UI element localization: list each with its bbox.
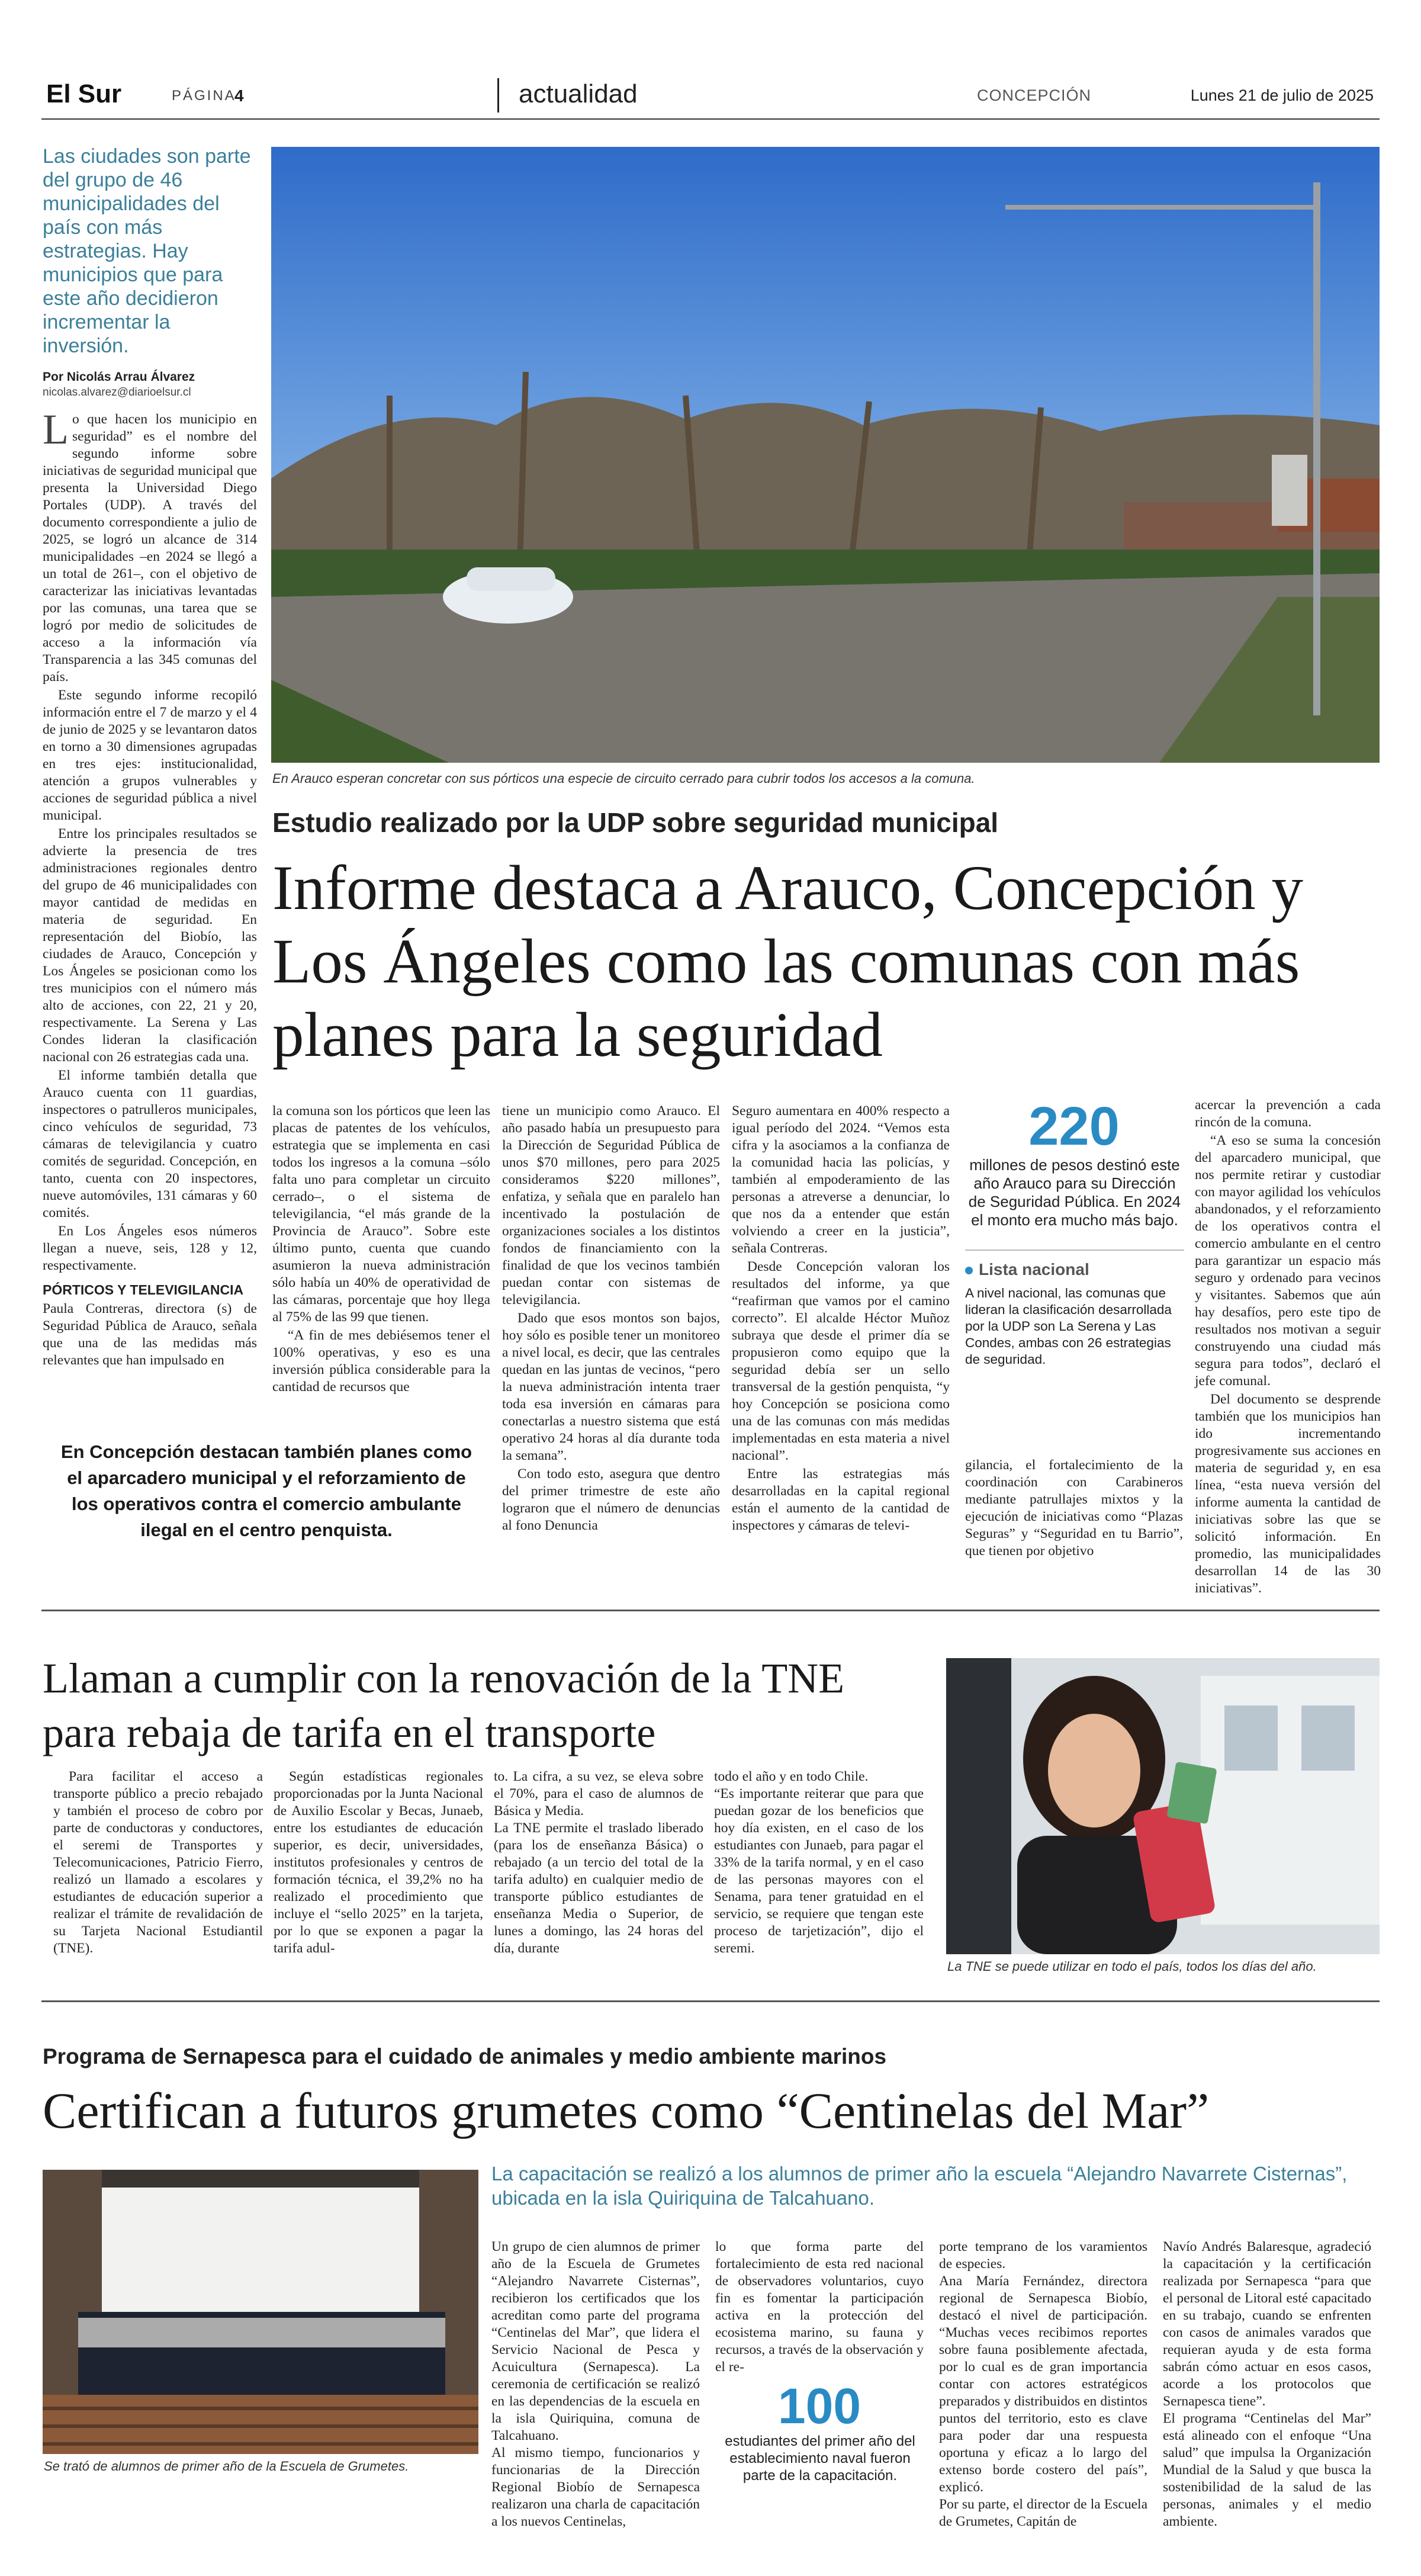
lista-nacional-title: Lista nacional <box>979 1260 1089 1279</box>
grumetes-column-3: porte temprano de los varamientos de especies. Ana María Fernández, directora regional de Sernapesca Biobío, destacó el nivel de participación. “Muchas veces recibimos reportes sobre fauna posiblemente afectada, por lo cual es de gran importancia contar con actores estratégicos preparados y distribuidos en distintos puntos del territorio, esto es clave para poder dar una respuesta oportuna y eficaz a lo largo del extenso borde costero del país”, explicó. Por su parte, el director de la Escuela de Grumetes, Capitán de <box>939 2239 1147 2529</box>
lead-column-2 <box>272 1103 490 1405</box>
page-label: PÁGINA <box>172 88 236 104</box>
grumetes-photo <box>43 2170 478 2454</box>
byline: Por Nicolás Arrau Álvarez <box>43 370 195 384</box>
lead-kicker: Estudio realizado por la UDP sobre seguridad municipal <box>272 807 999 838</box>
tne-photo <box>946 1658 1380 1954</box>
masthead-rule <box>41 118 1380 120</box>
section-divider-1 <box>41 1610 1380 1611</box>
lista-nacional-text: A nivel nacional, las comunas que lideran la clasificación desarrollada por la UDP son La Serena y Las Condes, ambas con 26 estrategias de seguridad. <box>965 1286 1172 1367</box>
section-title: actualidad <box>519 79 638 108</box>
lead-col6-paragraph: acercar la prevención a cada rincón de la comuna. <box>1195 1097 1381 1130</box>
stat-text-220: millones de pesos destinó este año Arauco para su Dirección de Seguridad Pública. En 2024 el monto era mucho más bajo. <box>968 1156 1181 1229</box>
grumetes-photo-caption: Se trató de alumnos de primer año de la Escuela de Grumetes. <box>44 2459 409 2474</box>
lista-nacional-box <box>965 1260 1184 1368</box>
grumetes-kicker: Programa de Sernapesca para el cuidado de animales y medio ambiente marinos <box>43 2044 887 2068</box>
lead-col3-paragraph: Con todo esto, asegura que dentro del primer trimestre de este año lograron que el número de denuncias al fono Denuncia <box>502 1466 720 1533</box>
tne-photo-caption: La TNE se puede utilizar en todo el país, todos los días del año. <box>947 1959 1317 1974</box>
stat-number-100: 100 <box>777 2378 861 2434</box>
lead-col3-paragraph: Dado que esos montos son bajos, hoy sólo es posible tener un monitoreo a nivel local, es decir, que las centrales quedan en las juntas de vecinos, “pero la nueva administración intenta traer toda esa inversión en cámaras para conectarlas a nuestro sistema que está operativo 24 horas al día durante toda la semana”. <box>502 1311 720 1463</box>
byline-email: nicolas.alvarez@diarioelsur.cl <box>43 386 191 399</box>
grumetes-headline: Certifican a futuros grumetes como “Centinelas del Mar” <box>43 2082 1210 2139</box>
graduation-ceremony-illustration <box>43 2170 478 2454</box>
lead-col5-paragraph: gilancia, el fortalecimiento de la coordinación con Carabineros mediante patrullajes mixtos y la ejecución de iniciativas como “Plazas Seguras” y “Seguridad en tu Barrio”, que tienen por objetivo <box>965 1457 1183 1559</box>
tne-column-2: Según estadísticas regionales proporcionadas por la Junta Nacional de Auxilio Escolar y Becas, Junaeb, entre los estudiantes de educación superior, es decir, universidades, institutos profesionales y centros de formación técnica, el 39,2% no ha realizado el procedimiento que incluye el “sello 2025” en la tarjeta, por lo que se exponen a pagar la tarifa adul- <box>274 1769 483 1956</box>
city-label: CONCEPCIÓN <box>977 86 1092 104</box>
lead-col1-paragraph: o que hacen los municipio en seguridad” es el nombre del segundo informe sobre iniciativas de seguridad municipal que presenta la Universidad Diego Portales (UDP). A través del documento correspondiente a julio de 2025, se logró un alcance de 314 municipalidades –en 2024 se llegó a un total de 261–, con el objetivo de caracterizar las iniciativas levantadas por las comunas, una tarea que se logró por medio de solicitudes de acceso a la información vía Transparencia a las 345 comunas del país. <box>43 412 257 685</box>
lead-column-1 <box>43 406 257 1368</box>
lead-headline: Informe destaca a Arauco, Concepción y Los Ángeles como las comunas con más planes para la seguridad <box>272 853 1303 1070</box>
grumetes-deck: La capacitación se realizó a los alumnos de primer año la escuela “Alejandro Navarrete Cisternas”, ubicada en la isla Quiriquina de Talcahuano. <box>491 2163 1348 2209</box>
page-number: 4 <box>234 86 244 105</box>
masthead-divider <box>497 78 499 113</box>
lead-column-6 <box>1195 1097 1381 1596</box>
lead-col2-paragraph: “A fin de mes debiésemos tener el 100% operativas, y eso es una inversión pública considerable para la cantidad de recursos que <box>272 1328 490 1395</box>
tne-headline: Llaman a cumplir con la renovación de la TNE para rebaja de tarifa en el transporte <box>43 1655 845 1756</box>
brand-name: El Sur <box>46 79 122 108</box>
tne-column-3: to. La cifra, a su vez, se eleva sobre el 70%, para el caso de alumnos de Básica y Media. La TNE permite el traslado liberado (para los de enseñanza Básica) o rebajado (a un tercio del total de la tarifa adulto) en cualquier medio de transporte público estudiantes de enseñanza Media o Superior, de lunes a domingo, las 24 horas del día, durante <box>494 1769 703 1956</box>
grumetes-column-2: lo que forma parte del fortalecimiento de esta red nacional de observadores voluntarios, cuyo fin es fomentar la participación activa en la protección del ecosistema marino, su fauna y recursos, a través de la observación y el re- <box>715 2239 924 2375</box>
date-label: Lunes 21 de julio de 2025 <box>1190 86 1374 104</box>
stat-text-100: estudiantes del primer año del establecimiento naval fueron parte de la capacitación. <box>725 2433 915 2484</box>
lead-deck: Las ciudades son parte del grupo de 46 municipalidades del país con más estrategias. Hay municipios que para este año decidieron incrementar la inversión. <box>43 145 251 357</box>
student-with-card-illustration <box>946 1658 1380 1954</box>
tne-column-4: todo el año y en todo Chile. “Es importante reiterar que para que puedan gozar de los beneficios que hoy día existen, en el caso de los estudiantes con Junaeb, para pagar el 33% de la tarifa normal, y en el caso de las personas mayores con el Senama, para tener gratuidad en el servicio, se requiere que tengan este proceso de tarjetización”, dijo el seremi. <box>714 1769 924 1956</box>
section-divider-2 <box>41 2000 1380 2002</box>
lead-col1-paragraph: Este segundo informe recopiló información entre el 7 de marzo y el 4 de junio de 2025 y se levantaron datos en torno a 30 dimensiones agrupadas en tres ejes: institucionalidad, atención a grupos vulnerables y acciones de seguridad pública a nivel municipal. <box>43 688 257 823</box>
lead-col4-paragraph: Entre las estrategias más desarrolladas en la capital regional están el aumento de la cantidad de inspectores y cámaras de televi- <box>732 1466 950 1533</box>
grumetes-column-1: Un grupo de cien alumnos de primer año de la Escuela de Grumetes “Alejandro Navarrete Cisternas”, recibieron los certificados que los acreditan como parte del programa “Centinelas del Mar”, que lidera el Servicio Nacional de Pesca y Acuicultura (Sernapesca). La ceremonia de certificación se realizó en las dependencias de la escuela en la isla Quiriquina, comuna de Talcahuano. Al mismo tiempo, funcionarios y funcionarias de la Dirección Regional Biobío de Sernapesca realizaron una charla de capacitación a los nuevos Centinelas, <box>491 2239 700 2529</box>
lead-col4-paragraph: Desde Concepción valoran los resultados del informe, ya que “reafirman que vamos por el camino correcto”. El alcalde Héctor Muñoz subraya que desde el primer día se propusieron como equipo que la seguridad debía ser un sello transversal de la gestión penquista, “y hoy Concepción se posiciona como una de las comunas con más medidas implementadas en esta materia a nivel nacional”. <box>732 1259 950 1463</box>
lead-col1-paragraph: El informe también detalla que Arauco cuenta con 11 guardias, inspectores o patrulleros municipales, cinco vehículos de seguridad, 73 cámaras de televigilancia y cuatro comités de seguridad. Concepción, en tanto, cuenta con 20 inspectores, nueve automóviles, 131 cámaras y 60 comités. <box>43 1068 257 1220</box>
lead-col4-paragraph: Seguro aumentara en 400% respecto a igual período del 2024. “Vemos esta cifra y la asociamos a la confianza de la comunidad hacia las policías, y también al empoderamiento de las personas a atreverse a denunciar, lo que nos da a entender que están volviendo a creer en la justicia”, señala Contreras. <box>732 1103 950 1256</box>
lead-col3-paragraph: tiene un municipio como Arauco. El año pasado había un presupuesto para la Dirección de Seguridad Pública de unos $70 millones, pero para 2025 consideramos $220 millones”, enfatiza, y señala que en paralelo han incentivado la postulación de organizaciones sociales a los distintos fondos de financiamiento con la finalidad de que los vecinos también puedan contar con sistemas de televigilancia. <box>502 1103 720 1308</box>
arauco-street-illustration <box>271 147 1380 763</box>
lead-subhead: PÓRTICOS Y TELEVIGILANCIA <box>43 1282 244 1297</box>
stat-number-220: 220 <box>1028 1096 1120 1157</box>
tne-column-1: Para facilitar el acceso a transporte público a precio rebajado y también el proceso de cobro por parte de conductoras y conductores, el seremi de Transportes y Telecomunicaciones, Patricio Fierro, realizó un llamado a escolares y estudiantes de educación superior a realizar el trámite de revalidación de su Tarjeta Nacional Estudiantil (TNE). <box>53 1769 263 1956</box>
stat-divider <box>965 1250 1184 1251</box>
lead-col6-paragraph: Del documento se desprende también que los municipios han ido incrementando progresivamente sus acciones en materia de seguridad y, en esa línea, “esta nueva versión del informe aumenta la cantidad de iniciativas sobre las que se solicitó información. En promedio, las municipalidades desarrollan 14 de las 30 iniciativas”. <box>1195 1392 1381 1596</box>
grumetes-column-4: Navío Andrés Balaresque, agradeció la capacitación y la certificación realizada por Sernapesca “para que el personal de Litoral esté capacitado en su trabajo, cuando se enfrenten con casos de animales varados que requieran ayuda y de esta forma sabrán cómo actuar en esos casos, acorde a los protocolos que Sernapesca tiene”. El programa “Centinelas del Mar” está alineado con el enfoque “Una salud” que impulsa la Organización Mundial de la Salud y que busca la sostenibilidad de la salud de las personas, animales y el medio ambiente. <box>1163 2239 1371 2529</box>
arauco-photo-caption: En Arauco esperan concretar con sus pórticos una especie de circuito cerrado para cubrir todos los accesos a la comuna. <box>272 771 975 786</box>
lead-column-4 <box>732 1103 950 1570</box>
lead-col2-paragraph: la comuna son los pórticos que leen las placas de patentes de los vehículos, estrategia que se implementa en casi todos los ingresos a la comuna –sólo falta uno para completar un circuito cerrado–, o el sistema de televigilancia, “el más grande de la Provincia de Arauco”. Sobre este último punto, cuenta que cuando asumieron la nueva administración sólo había un 40% de operatividad de las cámaras, porcentaje que hoy llega al 75% de las 99 que tienen. <box>272 1103 490 1325</box>
lead-col1-paragraph: Entre los principales resultados se advierte la presencia de tres administraciones regionales dentro del grupo de 46 municipalidades con mayor cantidad de medidas en materia de seguridad. En representación del Biobío, las ciudades de Arauco, Concepción y Los Ángeles se posicionan como los tres municipios con el número más alto de acciones, con 22, 21 y 20, respectivamente. La Serena y Las Condes lideran la clasificación nacional con 26 estrategias cada una. <box>43 826 257 1065</box>
lead-col1-paragraph: En Los Ángeles esos números llegan a nueve, seis, 128 y 12, respectivamente. <box>43 1223 257 1273</box>
dropcap-letter: L <box>43 406 69 453</box>
lead-col6-paragraph: “A eso se suma la concesión del aparcadero municipal, que nos permite retirar y custodiar con mayor agilidad los vehículos abandonados, y el reforzamiento de los operativos contra el comercio ambulante en el centro para garantizar un espacio más seguro y ordenado para vecinos y visitantes. Sabemos que aún hay desafíos, pero este tipo de resultados nos motivan a seguir construyendo una ciudad más segura para todos”, declaró el jefe comunal. <box>1195 1133 1381 1389</box>
lead-col1-tail: Paula Contreras, directora (s) de Seguridad Pública de Arauco, señala que una de las medidas más relevantes que han impulsado en <box>43 1301 257 1368</box>
lead-column-3 <box>502 1103 720 1570</box>
lead-pullquote: En Concepción destacan también planes como el aparcadero municipal y el reforzamiento de los operativos contra el comercio ambulante ilegal en el centro penquista. <box>60 1441 472 1540</box>
arauco-photo <box>271 147 1380 763</box>
masthead <box>41 76 1380 118</box>
lead-column-5 <box>965 1457 1183 1569</box>
bullet-dot-icon <box>965 1267 973 1274</box>
